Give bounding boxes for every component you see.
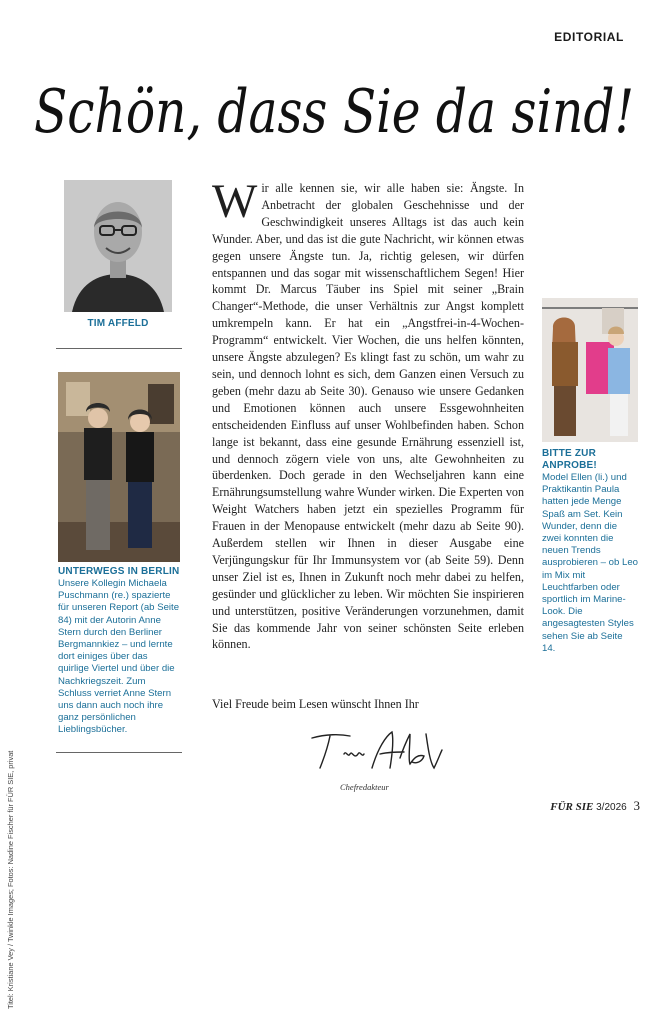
author-caption: TIM AFFELD (87, 318, 149, 329)
photo-credit (6, 478, 20, 1009)
signature (306, 724, 446, 774)
page-number: 3 (633, 798, 640, 813)
signature-role: Chefredakteur (340, 782, 389, 792)
closing-line: Viel Freude beim Lesen wünscht Ihnen Ihr (212, 697, 419, 711)
photo-credit-text: Titel: Kristiane Vey / Twinkle Images; Fotos: Nadine Fischer für FÜR SIE, privat (6, 750, 15, 1009)
headline-text: Schön, dass Sie da sind! (34, 77, 634, 147)
editorial-body (212, 175, 524, 653)
left-divider-bottom (56, 752, 182, 753)
body-paragraph (212, 175, 524, 653)
anprobe-title: BITTE ZUR ANPROBE! (542, 448, 597, 471)
footer-brand: FÜR SIE (550, 801, 594, 813)
anprobe-caption: Model Ellen (li.) und Praktikantin Paula hatten jede Menge Spaß am Set. Kein Wunder, denn die zwei konnten die neuen Trends ausprobieren – ob Leo im Mix mit Leuchtfarben oder sportlich im Marine-Look. Die angesagtesten Styles sehen Sie ab Seite 14. (542, 472, 639, 654)
berlin-title: UNTERWEGS IN BERLIN (58, 566, 180, 577)
anprobe-photo (542, 298, 638, 442)
headline-svg (30, 62, 650, 162)
berlin-caption: Unsere Kollegin Michaela Puschmann (re.) spazierte für unseren Report (ab Seite 84) mit der Autorin Anne Stern durch den Berliner Bergmannkiez – und lernte dort einiges über das quirlige Viertel und über die Nachkriegszeit. Zum Schluss verriet Anne Stern uns dann auch noch ihre ganz persönlichen Lieblingsbücher. (58, 578, 180, 736)
headline (30, 62, 650, 162)
footer (520, 798, 640, 814)
left-divider (56, 348, 182, 349)
dropcap: W (212, 175, 258, 228)
section-label: EDITORIAL (554, 30, 624, 44)
berlin-photo (58, 372, 180, 562)
body-paragraph-text: ir alle kennen sie, wir alle haben sie: Ängste. In Anbetracht der globalen Geschehnisse und der Geschwindigkeit unseres Alltags ist das auch kein Wunder. Aber, und das ist die gute Nachricht, wir können etwas gegen unsere Ängste tun. Ja, richtig gelesen, wir dürfen entspannen und das sogar mit wissenschaftlichem Segen! Hier kommt Dr. Marcus Täuber ins Spiel mit seiner „Brain Changer“-Methode, die unser Verhältnis zur Angst komplett umkrempeln kann. Er hat ein „Angstfrei-in-4-Wochen-Programm“ entwickelt. Vier Wochen, die uns helfen könnten, unsere Ängste abzulegen? Es klingt fast zu schön, um wahr zu sein, und dennoch lohnt es sich, dem Ganzen einen Versuch zu geben (mehr dazu ab Seite 30). Genauso wie unsere Gedanken und Emotionen können auch unsere Essgewohnheiten entscheidenden Einfluss auf unser Wohlbefinden haben. Schon lange ist bekannt, dass eine gesunde Ernährung essenziell ist, und dennoch zögern viele von uns, alte Gewohnheiten zu überdenken. Doch gerade in den Wechseljahren kann eine Ernährungsumstellung wahre Wunder wirken. Die Experten von Weight Watchers haben jetzt ein spezielles Programm für Frauen in der Menopause entwickelt (mehr dazu ab Seite 90). Außerdem stellen wir Ihnen in dieser Ausgabe eine Verjüngungskur für Ihr Immunsystem vor (ab Seite 59). Denn unser Ziel ist es, Ihnen in Zukunft noch mehr dabei zu helfen, gesünder und glücklicher zu leben. Wir möchten Sie inspirieren und unterstützen, positive Veränderungen vorzunehmen, damit Sie das kommende Jahr von seiner schönsten Seite erleben können. (212, 181, 524, 652)
footer-issue: 3/2026 (596, 802, 627, 813)
author-photo (64, 180, 172, 312)
